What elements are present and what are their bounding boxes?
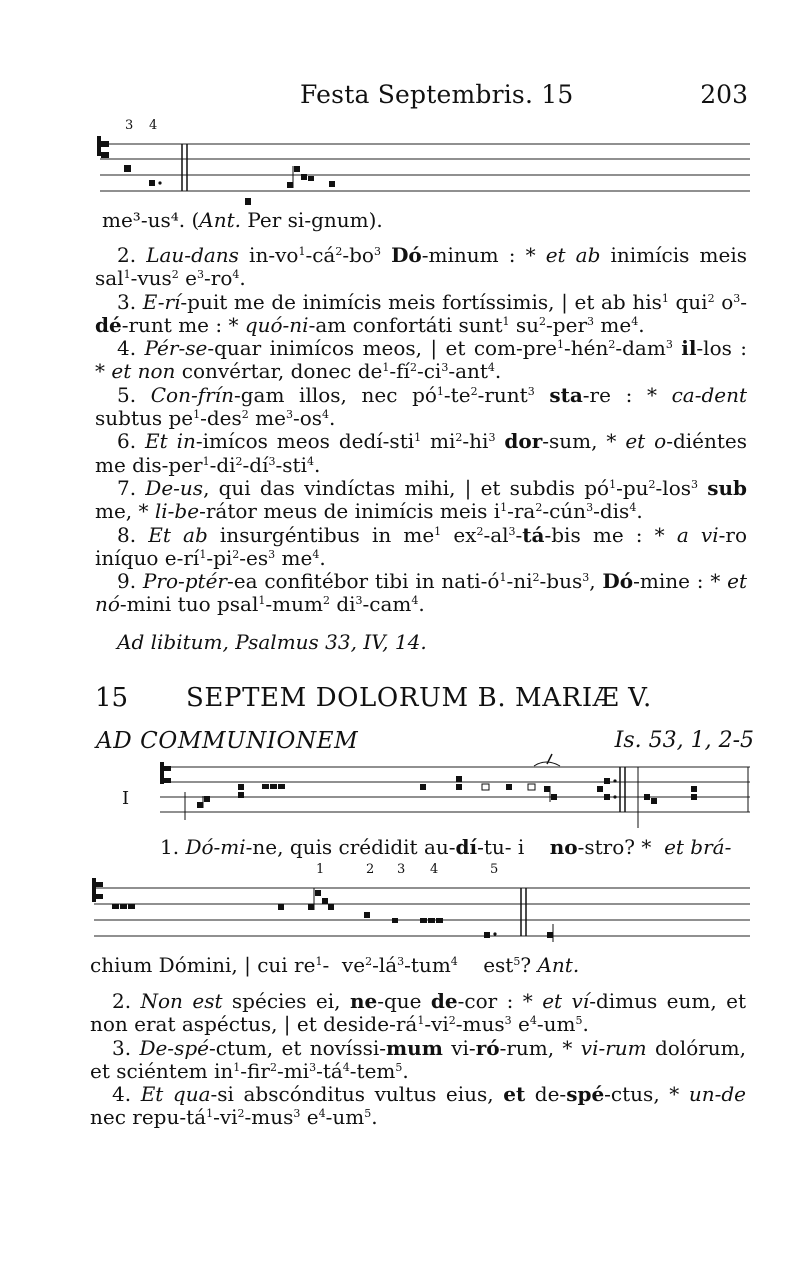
double-bar: [182, 144, 187, 191]
communion-verse: 2. Non est spécies ei, ne-que de-cor : * et ví-dimus eum, et non erat aspéctus, | et deside-$rá^1-vi^2-mus^3$ $e^4-um^5$.: [90, 989, 747, 1037]
psalm-verses: [95, 244, 747, 617]
neume: [308, 176, 314, 181]
psalm-verse: 6. Et in-imícos meos dedí-sti$^1$ $mi^2-hi^3$ dor-sum, * et o-diéntes me dis-$per^1-di^2-dí^3-sti^4$.: [95, 429, 747, 477]
staff-number: 3: [125, 118, 134, 133]
neume: [294, 166, 300, 172]
staff-number: 2: [366, 862, 375, 877]
double-bar: [620, 767, 625, 812]
scripture-reference: Is. 53, 1, 2-5: [614, 728, 754, 753]
psalm-verse: 8. Et ab insurgéntibus in $me^1$ $ex^2-al^3-tá$-bis me : * a vi-ro iníquo $e-rí^1-pi^2-es^3$ $me^4$.: [95, 522, 747, 570]
neume: [287, 182, 293, 188]
feast-number: 15: [95, 683, 129, 713]
psalm-verse: 2. Lau-dans $in-vo^1-cá^2-bo^3$ Dó-minum : * et ab inimícis meis sal$^1$-vus$^2$ $e^3-ro^4$.: [95, 243, 747, 291]
feast-title: SEPTEM DOLORUM B. MARIÆ V.: [186, 683, 652, 713]
chant-mode: I: [122, 788, 130, 809]
neume: [124, 165, 131, 172]
communion-verses: [90, 990, 746, 1130]
chant-staff: [90, 876, 755, 946]
c-clef-icon: [97, 136, 109, 158]
neume: [301, 174, 307, 180]
staff-number: 4: [149, 118, 158, 133]
communion-verse: 4. Et qua-si abscónditus vultus eius, et de-spé-ctus, * un-de nec repu-$tá^1-vi^2-mus^3$ $e^4-um^5$.: [90, 1082, 747, 1130]
section-heading: AD COMMUNIONEM: [96, 728, 359, 754]
neume: [245, 198, 251, 205]
neume: [149, 180, 155, 186]
chant-staff: [150, 750, 755, 830]
psalm-verse: 7. De-us, qui das vindíctas mihi, | et subdis $pó^1-pu^2-los^3$ sub me, * li-be-rátor meus de inimícis meis $i^1-ra^2-cún^3-dis^4$.: [95, 475, 748, 524]
staff-number: 3: [397, 862, 406, 877]
lyric-line: chium Dómini, | cui $re^1-$ $ve^2-lá^3-tum^4$ est$^5$? Ant.: [90, 953, 580, 977]
running-title: Festa Septembris. 15: [300, 80, 574, 109]
communion-verse: 3. De-spé-ctum, et novíssi-mum vi-ró-rum, * vi-rum dolórum, et sciéntem $in^1-fir^2-mi^3-tá^4-tem^5$.: [90, 1035, 747, 1083]
psalm-verse: 4. Pér-se-quar inimícos meos, | et com-pre$^1$-hén$^2$-dam$^3$ il-los : * et non convértar, donec $de^1-fí^2-ci^3-ant^4$.: [95, 336, 748, 384]
staff-number: 4: [430, 862, 439, 877]
c-clef-icon: [92, 878, 103, 902]
page-number: 203: [700, 80, 748, 109]
staff-number: 5: [490, 862, 499, 877]
psalm-verse: 9. Pro-ptér-ea confitébor tibi in nati-$ó^1-ni^2-bus^3$, Dó-mine : * et nó-mini tuo psal$^1$-mum$^2$ $di^3-cam^4$.: [95, 569, 748, 617]
double-bar: [521, 888, 526, 936]
psalm-verse: 3. E-rí-puit me de inimícis meis fortíssimis, | et ab his$^1$ qui$^2$ $o^3-dé$-runt me : * quó-ni-am confortáti sunt$^1$ $su^2-per^3$ $me^4$.: [95, 289, 748, 337]
staff-number: 1: [316, 862, 325, 877]
ad-libitum-note: Ad libitum, Psalmus 33, IV, 14.: [117, 630, 427, 654]
lyric-line: me³-us⁴. (Ant. Per si-gnum).: [102, 208, 383, 232]
neume: [329, 181, 335, 187]
lyric-line: 1. Dó-mi-ne, quis crédidit au-dí-tu- i no-stro? * et brá-: [160, 835, 732, 859]
psalm-verse: 5. Con-frín-gam illos, nec $pó^1-te^2-runt^3$ sta-re : * ca-dent subtus $pe^1-des^2$ $me^3-os^4$.: [95, 382, 748, 431]
c-clef-icon: [160, 762, 171, 784]
